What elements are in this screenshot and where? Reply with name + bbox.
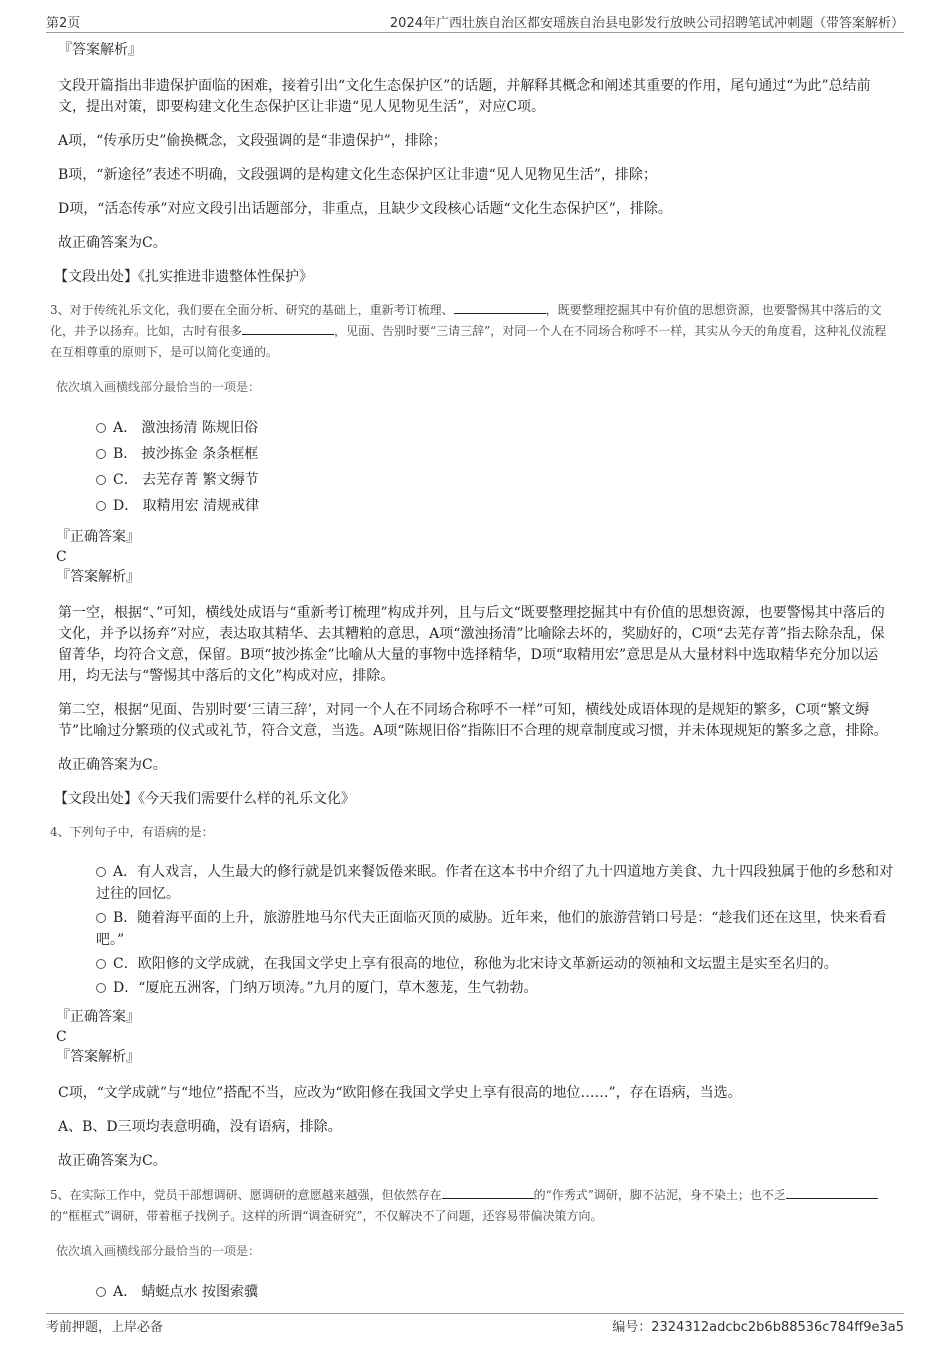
correct-answer-tag: 『正确答案』 — [56, 1009, 140, 1025]
radio-icon[interactable] — [96, 959, 106, 969]
radio-icon[interactable] — [96, 983, 106, 993]
option-d[interactable]: D．“厦庇五洲客，门纳万顷涛。”九月的厦门，草木葱茏，生气勃勃。 — [96, 977, 898, 999]
radio-icon[interactable] — [96, 867, 106, 877]
answer-analysis-tag: 『答案解析』 — [56, 1049, 140, 1065]
correct-answer-tag: 『正确答案』 — [56, 529, 140, 545]
source-title: 《今天我们需要什么样的礼乐文化》 — [138, 791, 355, 807]
option-a[interactable]: A． 蜻蜓点水 按图索骥 — [96, 1279, 898, 1305]
passage-source — [54, 789, 898, 810]
radio-icon[interactable] — [96, 1287, 106, 1297]
page-content — [50, 40, 898, 1313]
passage-source — [54, 267, 898, 288]
question-prompt: 依次填入画横线部分最恰当的一项是： — [56, 1244, 261, 1258]
answer-analysis-tag: 『答案解析』 — [58, 42, 142, 58]
blank-line — [242, 322, 334, 335]
correct-answer: C — [56, 1029, 67, 1045]
question-4: 4、下列句子中，有语病的是： — [50, 825, 214, 839]
options-list — [96, 1279, 898, 1305]
analysis-paragraph: C项，“文学成就”与“地位”搭配不当，应改为“欧阳修在我国文学史上享有很高的地位……”，存在语病，当选。 — [58, 1085, 742, 1101]
analysis-paragraph: 文段开篇指出非遗保护面临的困难，接着引出“文化生态保护区”的话题，并解释其概念和阐述其重要的作用，尾句通过“为此”总结前文，提出对策，即要构建文化生态保护区让非遗“见人见物见生活”，对应C项。 — [58, 78, 871, 115]
option-a[interactable]: A．有人戏言，人生最大的修行就是饥来餐饭倦来眠。作者在这本书中介绍了九十四道地方美食、九十四段独属于他的乡愁和对过往的回忆。 — [96, 864, 894, 902]
page-number: 第2页 — [46, 16, 81, 31]
blank-line — [786, 1186, 878, 1199]
document-id: 编号：2324312adcbc2b6b88536c784ff9e3a5 — [612, 1320, 904, 1335]
analysis-paragraph: 第一空，根据“、”可知，横线处成语与“重新考订梳理”构成并列，且与后文“既要整理挖掘其中有价值的思想资源，也要警惕其中落后的文化，并予以扬弃”对应，表达取其精华、去其糟粕的意思，A项“激浊扬清”比喻除去坏的，奖励好的，C项“去芜存菁”指去除杂乱，保留菁华，均符合文意，保留。B项“披沙拣金”比喻从大量的事物中选择精华，D项“取精用宏”意思是从大量材料中选取精华充分加以运用，均无法与“警惕其中落后的文化”构成对应，排除。 — [58, 605, 885, 684]
option-c[interactable]: C． 去芜存菁 繁文缛节 — [96, 467, 898, 493]
answer-analysis-tag: 『答案解析』 — [56, 569, 140, 585]
question-3: 3、对于传统礼乐文化，我们要在全面分析、研究的基础上，重新考订梳理、 ，既要整理挖掘其中有价值的思想资源，也要警惕其中落后的文化，并予以扬弃。比如，古时有很多 ，见面、告别时要“三请三辞”，对同一个人在不同场合称呼不一样，其实从今天的角度看，这种礼仪流程在互相尊重的原则下，是可以简化变通的。 — [50, 303, 887, 359]
footer-slogan: 考前押题，上岸必备 — [46, 1320, 164, 1335]
page-header — [46, 12, 904, 33]
option-b[interactable]: B．随着海平面的上升，旅游胜地马尔代夫正面临灭顶的威胁。近年来，他们的旅游营销口号是：“趁我们还在这里，快来看看吧。” — [96, 910, 887, 948]
option-b[interactable]: B． 披沙拣金 条条框框 — [96, 441, 898, 467]
analysis-paragraph: A项，“传承历史”偷换概念，文段强调的是“非遗保护”，排除； — [58, 133, 447, 149]
analysis-paragraph: 第二空，根据“见面、告别时要‘三请三辞’，对同一个人在不同场合称呼不一样”可知，横线处成语体现的是规矩的繁多，C项“繁文缛节”比喻过分繁琐的仪式或礼节，符合文意，当选。A项“陈规旧俗”指陈旧不合理的规章制度或习惯，并未体现规矩的繁多之意，排除。 — [58, 702, 888, 739]
analysis-paragraph: D项，“活态传承”对应文段引出话题部分，非重点，且缺少文段核心话题“文化生态保护区”，排除。 — [58, 201, 672, 217]
page-footer — [46, 1313, 904, 1335]
radio-icon[interactable] — [96, 423, 106, 433]
blank-line — [454, 301, 546, 314]
analysis-paragraph: B项，“新途径”表述不明确，文段强调的是构建文化生态保护区让非遗“见人见物见生活”，排除； — [58, 167, 657, 183]
blank-line — [442, 1186, 534, 1199]
options-list — [96, 861, 898, 999]
source-label: 【文段出处】 — [54, 269, 138, 285]
analysis-paragraph: A、B、D三项均表意明确，没有语病，排除。 — [58, 1119, 342, 1135]
question-prompt: 依次填入画横线部分最恰当的一项是： — [56, 380, 261, 394]
correct-answer: C — [56, 549, 67, 565]
source-title: 《扎实推进非遗整体性保护》 — [138, 269, 313, 285]
source-label: 【文段出处】 — [54, 791, 138, 807]
radio-icon[interactable] — [96, 449, 106, 459]
radio-icon[interactable] — [96, 913, 106, 923]
conclusion: 故正确答案为C。 — [58, 235, 167, 251]
question-5: 5、在实际工作中，党员干部想调研、愿调研的意愿越来越强，但依然存在 的“作秀式”调研，脚不沾泥，身不染土；也不乏的“框框式”调研，带着框子找例子。这样的所谓“调查研究”，不仅解决不了问题，还容易带偏决策方向。 — [50, 1185, 898, 1227]
options-list — [96, 415, 898, 519]
conclusion: 故正确答案为C。 — [58, 1153, 167, 1169]
radio-icon[interactable] — [96, 501, 106, 511]
radio-icon[interactable] — [96, 475, 106, 485]
option-d[interactable]: D． 取精用宏 清规戒律 — [96, 493, 898, 519]
option-c[interactable]: C．欧阳修的文学成就，在我国文学史上享有很高的地位，称他为北宋诗文革新运动的领袖和文坛盟主是实至名归的。 — [96, 953, 898, 975]
conclusion: 故正确答案为C。 — [58, 757, 167, 773]
document-title: 2024年广西壮族自治区都安瑶族自治县电影发行放映公司招聘笔试冲刺题（带答案解析） — [389, 16, 904, 31]
option-a[interactable]: A． 激浊扬清 陈规旧俗 — [96, 415, 898, 441]
